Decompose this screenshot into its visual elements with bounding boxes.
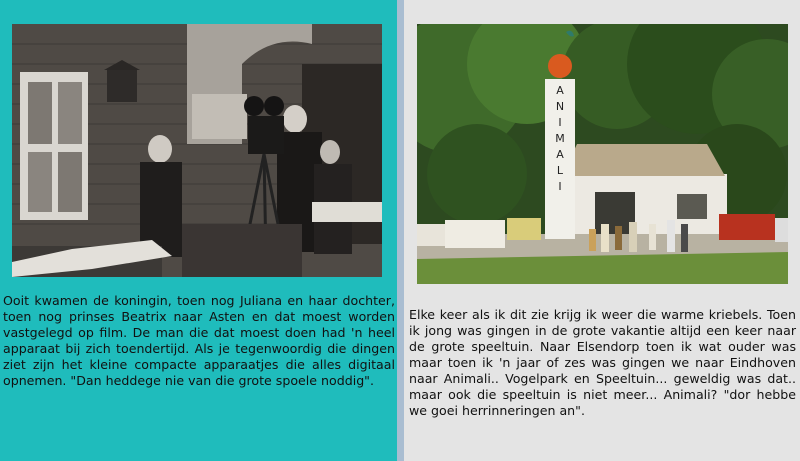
cameraman-photo-illustration [12,24,382,277]
tower-letter: N [555,100,565,113]
cameraman-photo [12,24,382,277]
tower-letter: I [558,116,562,129]
panel-divider [397,0,404,461]
tower-letter: I [558,180,562,193]
tower-letter: L [556,164,564,177]
tower-letter: A [556,84,564,97]
left-caption: Ooit kwamen de koningin, toen nog Juliana en haar dochter, toen nog prinses Beatrix naar Asten en dat moest worden vastgelegd op film. De man die dat moest doen had 'n heel apparaat bij zich toendertijd. Als je tegenwoordig die dingen ziet zijn het kleine compacte apparaatjes die alles digitaal opnemen. "Dan heddege nie van die grote spoele noddig". [3,293,395,388]
animali-photo [417,24,788,284]
tower-letter: M [555,132,565,145]
animali-photo-illustration [417,24,788,284]
tower-letter: A [556,148,564,161]
right-caption: Elke keer als ik dit zie krijg ik weer die warme kriebels. Toen ik jong was gingen in de grote vakantie altijd een keer naar de grote speeltuin. Naar Elsendorp toen ik wat ouder was maar toen ik 'n jaar of zes was gingen we naar Eindhoven naar Animali.. Vogelpark en Speeltuin... geweldig was dat.. maar ook die speeltuin is niet meer... Animali? "dor hebbe we goei herrinneringen an". [409,307,796,418]
